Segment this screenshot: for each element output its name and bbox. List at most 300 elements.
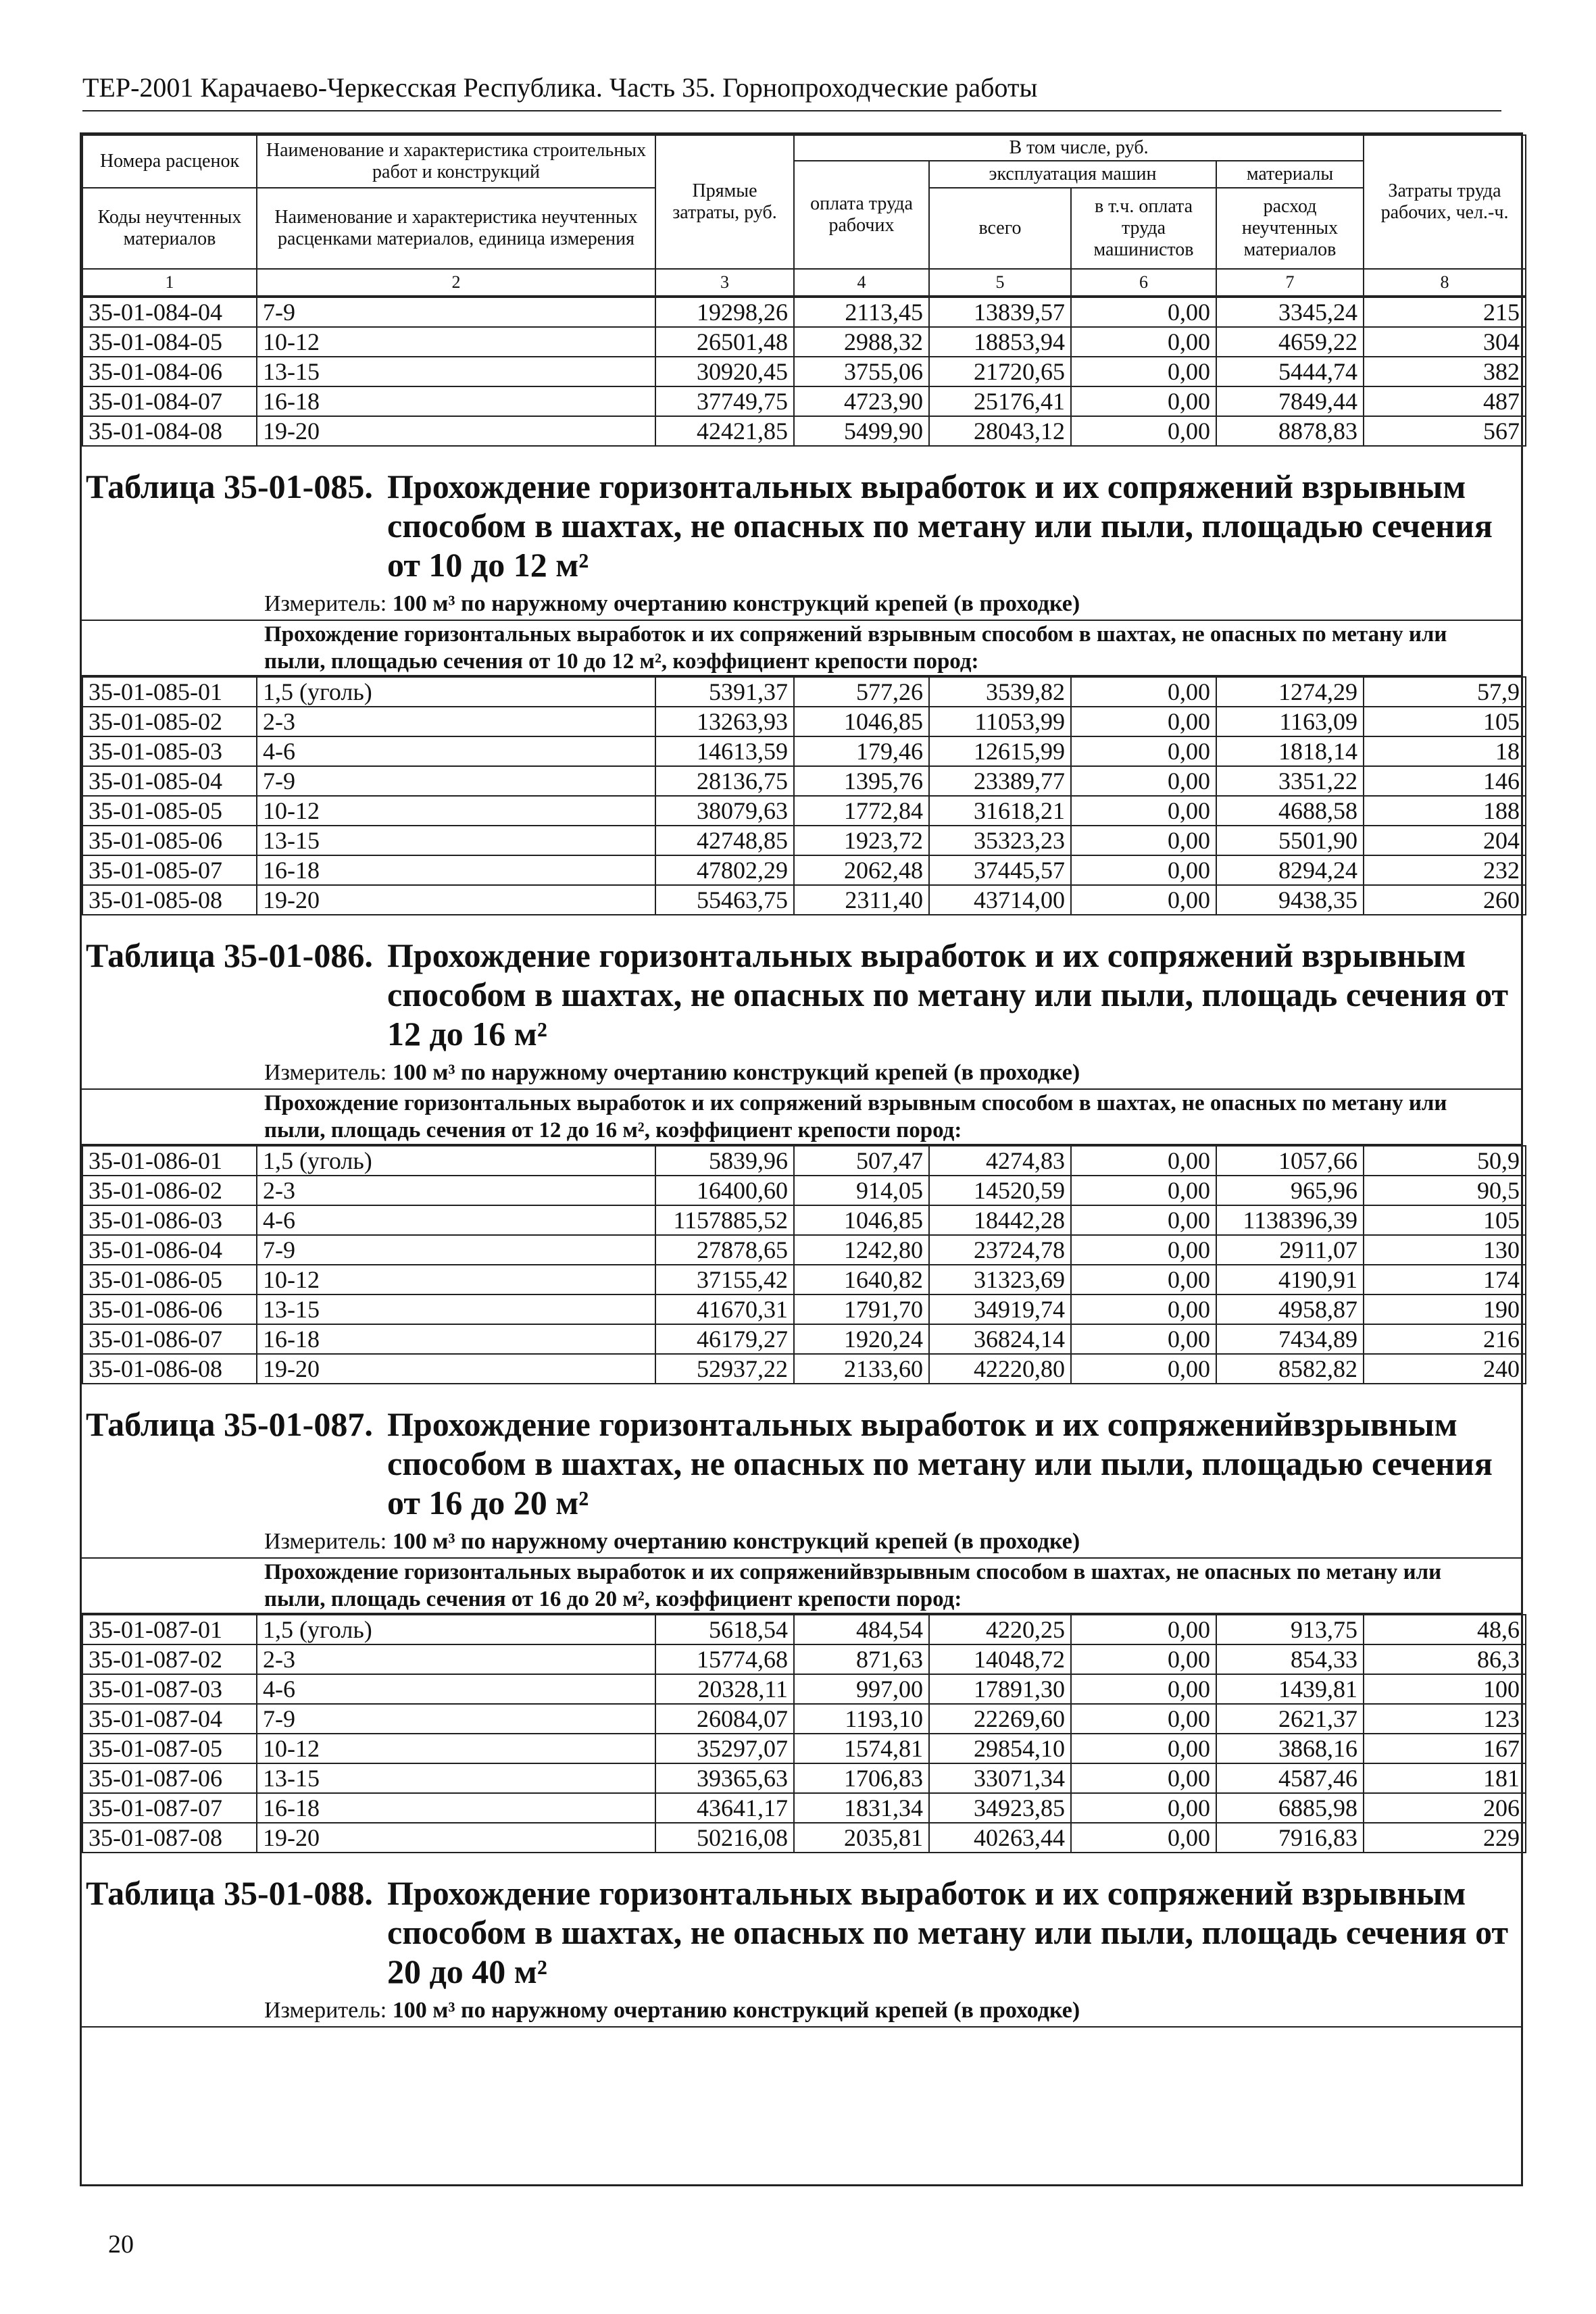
rate-code-cell: 35-01-085-08 [82,885,257,915]
labor-hours-cell: 90,5 [1364,1176,1526,1205]
header-direct-costs: Прямые затраты, руб. [655,135,794,269]
labor-hours-cell: 240 [1364,1354,1526,1384]
table-title: Прохождение горизонтальных выработок и их сопряжений взрывным способом в шахтах, не опасных по метану или пыли, площадь сечения от 20 до 40 м² [387,1874,1509,1991]
direct-costs-cell: 37749,75 [655,386,794,416]
direct-costs-cell: 41670,31 [655,1294,794,1324]
machines-total-cell: 43714,00 [929,885,1071,915]
work-parameter-cell: 2-3 [257,1176,655,1205]
worker-pay-cell: 871,63 [794,1644,929,1674]
table-heading [82,1384,1521,1526]
table-row [82,766,1526,796]
work-parameter-cell: 7-9 [257,1235,655,1265]
work-description: Прохождение горизонтальных выработок и их сопряженийвзрывным способом в шахтах, не опасных по метану или пыли, площадь сечения от 16 до 20 м², коэффициент крепости пород: [82,1559,1521,1614]
machines-total-cell: 42220,80 [929,1354,1071,1384]
labor-hours-cell: 382 [1364,357,1526,386]
rate-code-cell: 35-01-086-04 [82,1235,257,1265]
material-use-cell: 4659,22 [1216,327,1364,357]
measure-text: 100 м³ по наружному очертанию конструкций крепей (в проходке) [392,1529,1080,1555]
worker-pay-cell: 484,54 [794,1615,929,1644]
measure-unit [82,588,1521,621]
header-machines-total: всего [929,188,1071,269]
labor-hours-cell: 130 [1364,1235,1526,1265]
worker-pay-cell: 1831,34 [794,1793,929,1823]
header-c1-bottom: Коды неучтенных материалов [82,188,257,269]
labor-hours-cell: 174 [1364,1265,1526,1294]
measure-text: 100 м³ по наружному очертанию конструкций крепей (в проходке) [392,591,1080,617]
machinist-pay-cell: 0,00 [1071,677,1216,707]
table-row [82,1235,1526,1265]
direct-costs-cell: 52937,22 [655,1354,794,1384]
material-use-cell: 6885,98 [1216,1793,1364,1823]
labor-hours-cell: 146 [1364,766,1526,796]
work-parameter-cell: 13-15 [257,357,655,386]
machines-total-cell: 31618,21 [929,796,1071,826]
machinist-pay-cell: 0,00 [1071,855,1216,885]
measure-label: Измеритель: [264,1998,387,2023]
worker-pay-cell: 577,26 [794,677,929,707]
table-label: Таблица 35-01-086. [86,936,373,975]
rate-code-cell: 35-01-086-07 [82,1324,257,1354]
material-use-cell: 8582,82 [1216,1354,1364,1384]
material-use-cell: 1138396,39 [1216,1205,1364,1235]
machines-total-cell: 21720,65 [929,357,1071,386]
direct-costs-cell: 38079,63 [655,796,794,826]
column-number: 3 [655,269,794,296]
machinist-pay-cell: 0,00 [1071,1763,1216,1793]
table-row [82,1793,1526,1823]
table-row [82,1615,1526,1644]
machines-total-cell: 28043,12 [929,416,1071,446]
direct-costs-cell: 16400,60 [655,1176,794,1205]
measure-unit [82,1995,1521,2028]
work-parameter-cell: 19-20 [257,885,655,915]
measure-label: Измеритель: [264,1529,387,1555]
rate-code-cell: 35-01-086-02 [82,1176,257,1205]
direct-costs-cell: 50216,08 [655,1823,794,1853]
worker-pay-cell: 1046,85 [794,1205,929,1235]
worker-pay-cell: 1046,85 [794,707,929,736]
worker-pay-cell: 2311,40 [794,885,929,915]
page-header: ТЕР-2001 Карачаево-Черкесская Республика. Часть 35. Горнопроходческие работы [82,72,1501,111]
machines-total-cell: 23724,78 [929,1235,1071,1265]
material-use-cell: 1057,66 [1216,1146,1364,1176]
rates-table [82,1145,1526,1384]
labor-hours-cell: 260 [1364,885,1526,915]
rate-table-section [82,1853,1521,2028]
direct-costs-cell: 35297,07 [655,1734,794,1763]
work-parameter-cell: 13-15 [257,1763,655,1793]
machines-total-cell: 31323,69 [929,1265,1071,1294]
table-row [82,1176,1526,1205]
table-row [82,1265,1526,1294]
header-worker-pay: оплата труда рабочих [794,161,929,269]
table-row [82,707,1526,736]
rate-code-cell: 35-01-086-05 [82,1265,257,1294]
worker-pay-cell: 1640,82 [794,1265,929,1294]
header-labor-hours: Затраты труда рабочих, чел.-ч. [1364,135,1526,269]
material-use-cell: 854,33 [1216,1644,1364,1674]
worker-pay-cell: 2035,81 [794,1823,929,1853]
column-header-table [82,134,1526,297]
worker-pay-cell: 1193,10 [794,1704,929,1734]
material-use-cell: 1439,81 [1216,1674,1364,1704]
continued-rows-table [82,297,1526,447]
machinist-pay-cell: 0,00 [1071,796,1216,826]
direct-costs-cell: 19298,26 [655,297,794,327]
worker-pay-cell: 179,46 [794,736,929,766]
rate-code-cell: 35-01-085-03 [82,736,257,766]
machinist-pay-cell: 0,00 [1071,707,1216,736]
measure-unit [82,1057,1521,1090]
work-parameter-cell: 19-20 [257,1354,655,1384]
material-use-cell: 965,96 [1216,1176,1364,1205]
rate-table-section [82,447,1521,915]
direct-costs-cell: 27878,65 [655,1235,794,1265]
machines-total-cell: 12615,99 [929,736,1071,766]
labor-hours-cell: 206 [1364,1793,1526,1823]
worker-pay-cell: 1574,81 [794,1734,929,1763]
worker-pay-cell: 1923,72 [794,826,929,855]
worker-pay-cell: 1920,24 [794,1324,929,1354]
table-row [82,855,1526,885]
worker-pay-cell: 2133,60 [794,1354,929,1384]
header-machinist-pay: в т.ч. оплата труда машинистов [1071,188,1216,269]
material-use-cell: 1274,29 [1216,677,1364,707]
column-number: 5 [929,269,1071,296]
rate-code-cell: 35-01-087-07 [82,1793,257,1823]
work-parameter-cell: 16-18 [257,855,655,885]
machines-total-cell: 29854,10 [929,1734,1071,1763]
machines-total-cell: 34919,74 [929,1294,1071,1324]
work-parameter-cell: 4-6 [257,736,655,766]
direct-costs-cell: 1157885,52 [655,1205,794,1235]
material-use-cell: 8878,83 [1216,416,1364,446]
work-description: Прохождение горизонтальных выработок и их сопряжений взрывным способом в шахтах, не опасных по метану или пыли, площадь сечения от 12 до 16 м², коэффициент крепости пород: [82,1090,1521,1145]
machinist-pay-cell: 0,00 [1071,297,1216,327]
measure-text: 100 м³ по наружному очертанию конструкций крепей (в проходке) [392,1060,1080,1086]
machines-total-cell: 25176,41 [929,386,1071,416]
column-number: 7 [1216,269,1364,296]
document-frame [80,132,1523,2186]
material-use-cell: 1818,14 [1216,736,1364,766]
machinist-pay-cell: 0,00 [1071,386,1216,416]
table-label: Таблица 35-01-087. [86,1405,373,1444]
header-group: В том числе, руб. [794,135,1364,161]
machines-total-cell: 18442,28 [929,1205,1071,1235]
material-use-cell: 5501,90 [1216,826,1364,855]
worker-pay-cell: 3755,06 [794,357,929,386]
table-row [82,1324,1526,1354]
labor-hours-cell: 48,6 [1364,1615,1526,1644]
work-parameter-cell: 10-12 [257,1265,655,1294]
worker-pay-cell: 5499,90 [794,416,929,446]
column-number: 8 [1364,269,1526,296]
machinist-pay-cell: 0,00 [1071,1793,1216,1823]
material-use-cell: 7849,44 [1216,386,1364,416]
material-use-cell: 4190,91 [1216,1265,1364,1294]
machinist-pay-cell: 0,00 [1071,1265,1216,1294]
rate-code-cell: 35-01-085-01 [82,677,257,707]
work-description: Прохождение горизонтальных выработок и их сопряжений взрывным способом в шахтах, не опасных по метану или пыли, площадью сечения от 10 до 12 м², коэффициент крепости пород: [82,621,1521,676]
worker-pay-cell: 1772,84 [794,796,929,826]
rate-code-cell: 35-01-087-03 [82,1674,257,1704]
labor-hours-cell: 181 [1364,1763,1526,1793]
labor-hours-cell: 100 [1364,1674,1526,1704]
material-use-cell: 3351,22 [1216,766,1364,796]
direct-costs-cell: 39365,63 [655,1763,794,1793]
direct-costs-cell: 30920,45 [655,357,794,386]
table-row [82,736,1526,766]
rate-code-cell: 35-01-087-02 [82,1644,257,1674]
table-row [82,1354,1526,1384]
labor-hours-cell: 105 [1364,1205,1526,1235]
rate-code-cell: 35-01-087-01 [82,1615,257,1644]
worker-pay-cell: 1395,76 [794,766,929,796]
direct-costs-cell: 5839,96 [655,1146,794,1176]
labor-hours-cell: 190 [1364,1294,1526,1324]
labor-hours-cell: 216 [1364,1324,1526,1354]
measure-text: 100 м³ по наружному очертанию конструкций крепей (в проходке) [392,1998,1080,2023]
work-parameter-cell: 10-12 [257,796,655,826]
machines-total-cell: 34923,85 [929,1793,1071,1823]
machinist-pay-cell: 0,00 [1071,416,1216,446]
table-row [82,1763,1526,1793]
direct-costs-cell: 14613,59 [655,736,794,766]
rate-code-cell: 35-01-086-08 [82,1354,257,1384]
rate-code-cell: 35-01-084-06 [82,357,257,386]
machines-total-cell: 33071,34 [929,1763,1071,1793]
direct-costs-cell: 42748,85 [655,826,794,855]
machinist-pay-cell: 0,00 [1071,1823,1216,1853]
rate-code-cell: 35-01-085-05 [82,796,257,826]
table-row [82,1704,1526,1734]
rate-table-section [82,915,1521,1384]
direct-costs-cell: 13263,93 [655,707,794,736]
table-row [82,885,1526,915]
tables-container [82,447,1521,2028]
direct-costs-cell: 20328,11 [655,1674,794,1704]
worker-pay-cell: 2988,32 [794,327,929,357]
direct-costs-cell: 43641,17 [655,1793,794,1823]
labor-hours-cell: 188 [1364,796,1526,826]
page-number: 20 [108,2230,134,2259]
labor-hours-cell: 304 [1364,327,1526,357]
labor-hours-cell: 204 [1364,826,1526,855]
direct-costs-cell: 42421,85 [655,416,794,446]
machinist-pay-cell: 0,00 [1071,1674,1216,1704]
table-row [82,386,1526,416]
machines-total-cell: 18853,94 [929,327,1071,357]
rate-code-cell: 35-01-085-07 [82,855,257,885]
direct-costs-cell: 5391,37 [655,677,794,707]
table-row [82,1823,1526,1853]
machines-total-cell: 14520,59 [929,1176,1071,1205]
table-heading [82,915,1521,1057]
column-number: 1 [82,269,257,296]
machinist-pay-cell: 0,00 [1071,1205,1216,1235]
labor-hours-cell: 215 [1364,297,1526,327]
labor-hours-cell: 57,9 [1364,677,1526,707]
work-parameter-cell: 7-9 [257,766,655,796]
column-number: 4 [794,269,929,296]
measure-label: Измеритель: [264,1060,387,1086]
header-machines: эксплуатация машин [929,161,1216,188]
rate-code-cell: 35-01-086-03 [82,1205,257,1235]
direct-costs-cell: 26084,07 [655,1704,794,1734]
work-parameter-cell: 1,5 (уголь) [257,677,655,707]
table-row [82,1294,1526,1324]
rate-code-cell: 35-01-087-08 [82,1823,257,1853]
work-parameter-cell: 19-20 [257,416,655,446]
machinist-pay-cell: 0,00 [1071,1146,1216,1176]
labor-hours-cell: 105 [1364,707,1526,736]
machinist-pay-cell: 0,00 [1071,1324,1216,1354]
rate-code-cell: 35-01-085-02 [82,707,257,736]
direct-costs-cell: 26501,48 [655,327,794,357]
table-heading [82,447,1521,588]
labor-hours-cell: 229 [1364,1823,1526,1853]
work-parameter-cell: 7-9 [257,1704,655,1734]
work-parameter-cell: 2-3 [257,1644,655,1674]
table-row [82,1146,1526,1176]
table-title: Прохождение горизонтальных выработок и их сопряженийвзрывным способом в шахтах, не опасных по метану или пыли, площадью сечения от 16 до 20 м² [387,1405,1493,1522]
labor-hours-cell: 567 [1364,416,1526,446]
table-heading [82,1853,1521,1995]
machinist-pay-cell: 0,00 [1071,1704,1216,1734]
header-c1-top: Номера расценок [82,135,257,188]
direct-costs-cell: 55463,75 [655,885,794,915]
material-use-cell: 4958,87 [1216,1294,1364,1324]
work-parameter-cell: 16-18 [257,1324,655,1354]
worker-pay-cell: 2113,45 [794,297,929,327]
measure-unit [82,1526,1521,1559]
material-use-cell: 8294,24 [1216,855,1364,885]
work-parameter-cell: 13-15 [257,826,655,855]
labor-hours-cell: 18 [1364,736,1526,766]
labor-hours-cell: 487 [1364,386,1526,416]
worker-pay-cell: 997,00 [794,1674,929,1704]
machines-total-cell: 40263,44 [929,1823,1071,1853]
material-use-cell: 913,75 [1216,1615,1364,1644]
column-numbers-row [82,269,1526,296]
worker-pay-cell: 914,05 [794,1176,929,1205]
machines-total-cell: 13839,57 [929,297,1071,327]
work-parameter-cell: 7-9 [257,297,655,327]
rate-code-cell: 35-01-087-06 [82,1763,257,1793]
rate-code-cell: 35-01-084-08 [82,416,257,446]
material-use-cell: 1163,09 [1216,707,1364,736]
table-row [82,1734,1526,1763]
machinist-pay-cell: 0,00 [1071,1235,1216,1265]
labor-hours-cell: 123 [1364,1704,1526,1734]
labor-hours-cell: 50,9 [1364,1146,1526,1176]
rates-table [82,1614,1526,1853]
machinist-pay-cell: 0,00 [1071,1615,1216,1644]
material-use-cell: 7434,89 [1216,1324,1364,1354]
machines-total-cell: 11053,99 [929,707,1071,736]
work-parameter-cell: 19-20 [257,1823,655,1853]
rate-code-cell: 35-01-085-06 [82,826,257,855]
machines-total-cell: 36824,14 [929,1324,1071,1354]
work-parameter-cell: 1,5 (уголь) [257,1615,655,1644]
direct-costs-cell: 46179,27 [655,1324,794,1354]
machinist-pay-cell: 0,00 [1071,885,1216,915]
header-c2-bottom: Наименование и характеристика неучтенных расценками материалов, единица измерения [257,188,655,269]
rate-code-cell: 35-01-086-06 [82,1294,257,1324]
worker-pay-cell: 507,47 [794,1146,929,1176]
machinist-pay-cell: 0,00 [1071,826,1216,855]
table-title: Прохождение горизонтальных выработок и их сопряжений взрывным способом в шахтах, не опасных по метану или пыли, площадь сечения от 12 до 16 м² [387,936,1509,1053]
direct-costs-cell: 28136,75 [655,766,794,796]
direct-costs-cell: 37155,42 [655,1265,794,1294]
material-use-cell: 4688,58 [1216,796,1364,826]
table-row [82,297,1526,327]
table-row [82,416,1526,446]
table-row [82,796,1526,826]
machines-total-cell: 37445,57 [929,855,1071,885]
header-material-use: расход неучтенных материалов [1216,188,1364,269]
work-parameter-cell: 1,5 (уголь) [257,1146,655,1176]
machines-total-cell: 22269,60 [929,1704,1071,1734]
labor-hours-cell: 167 [1364,1734,1526,1763]
machinist-pay-cell: 0,00 [1071,357,1216,386]
table-row [82,1674,1526,1704]
work-parameter-cell: 10-12 [257,1734,655,1763]
machinist-pay-cell: 0,00 [1071,1644,1216,1674]
direct-costs-cell: 15774,68 [655,1644,794,1674]
material-use-cell: 4587,46 [1216,1763,1364,1793]
work-parameter-cell: 13-15 [257,1294,655,1324]
machines-total-cell: 4274,83 [929,1146,1071,1176]
rate-code-cell: 35-01-084-04 [82,297,257,327]
work-parameter-cell: 10-12 [257,327,655,357]
machines-total-cell: 14048,72 [929,1644,1071,1674]
material-use-cell: 3345,24 [1216,297,1364,327]
rate-code-cell: 35-01-087-05 [82,1734,257,1763]
table-label: Таблица 35-01-085. [86,468,373,506]
rate-code-cell: 35-01-084-07 [82,386,257,416]
direct-costs-cell: 47802,29 [655,855,794,885]
machinist-pay-cell: 0,00 [1071,766,1216,796]
table-label: Таблица 35-01-088. [86,1874,373,1913]
machinist-pay-cell: 0,00 [1071,1354,1216,1384]
labor-hours-cell: 232 [1364,855,1526,885]
machinist-pay-cell: 0,00 [1071,327,1216,357]
rate-code-cell: 35-01-086-01 [82,1146,257,1176]
machines-total-cell: 17891,30 [929,1674,1071,1704]
rate-code-cell: 35-01-084-05 [82,327,257,357]
material-use-cell: 5444,74 [1216,357,1364,386]
machinist-pay-cell: 0,00 [1071,1734,1216,1763]
work-parameter-cell: 16-18 [257,386,655,416]
material-use-cell: 3868,16 [1216,1734,1364,1763]
measure-label: Измеритель: [264,591,387,617]
machines-total-cell: 3539,82 [929,677,1071,707]
material-use-cell: 9438,35 [1216,885,1364,915]
table-row [82,677,1526,707]
work-parameter-cell: 4-6 [257,1674,655,1704]
worker-pay-cell: 2062,48 [794,855,929,885]
column-number: 2 [257,269,655,296]
material-use-cell: 7916,83 [1216,1823,1364,1853]
machinist-pay-cell: 0,00 [1071,1294,1216,1324]
header-materials: материалы [1216,161,1364,188]
header-c2-top: Наименование и характеристика строительных работ и конструкций [257,135,655,188]
table-row [82,826,1526,855]
material-use-cell: 2621,37 [1216,1704,1364,1734]
rate-code-cell: 35-01-087-04 [82,1704,257,1734]
rate-table-section [82,1384,1521,1853]
